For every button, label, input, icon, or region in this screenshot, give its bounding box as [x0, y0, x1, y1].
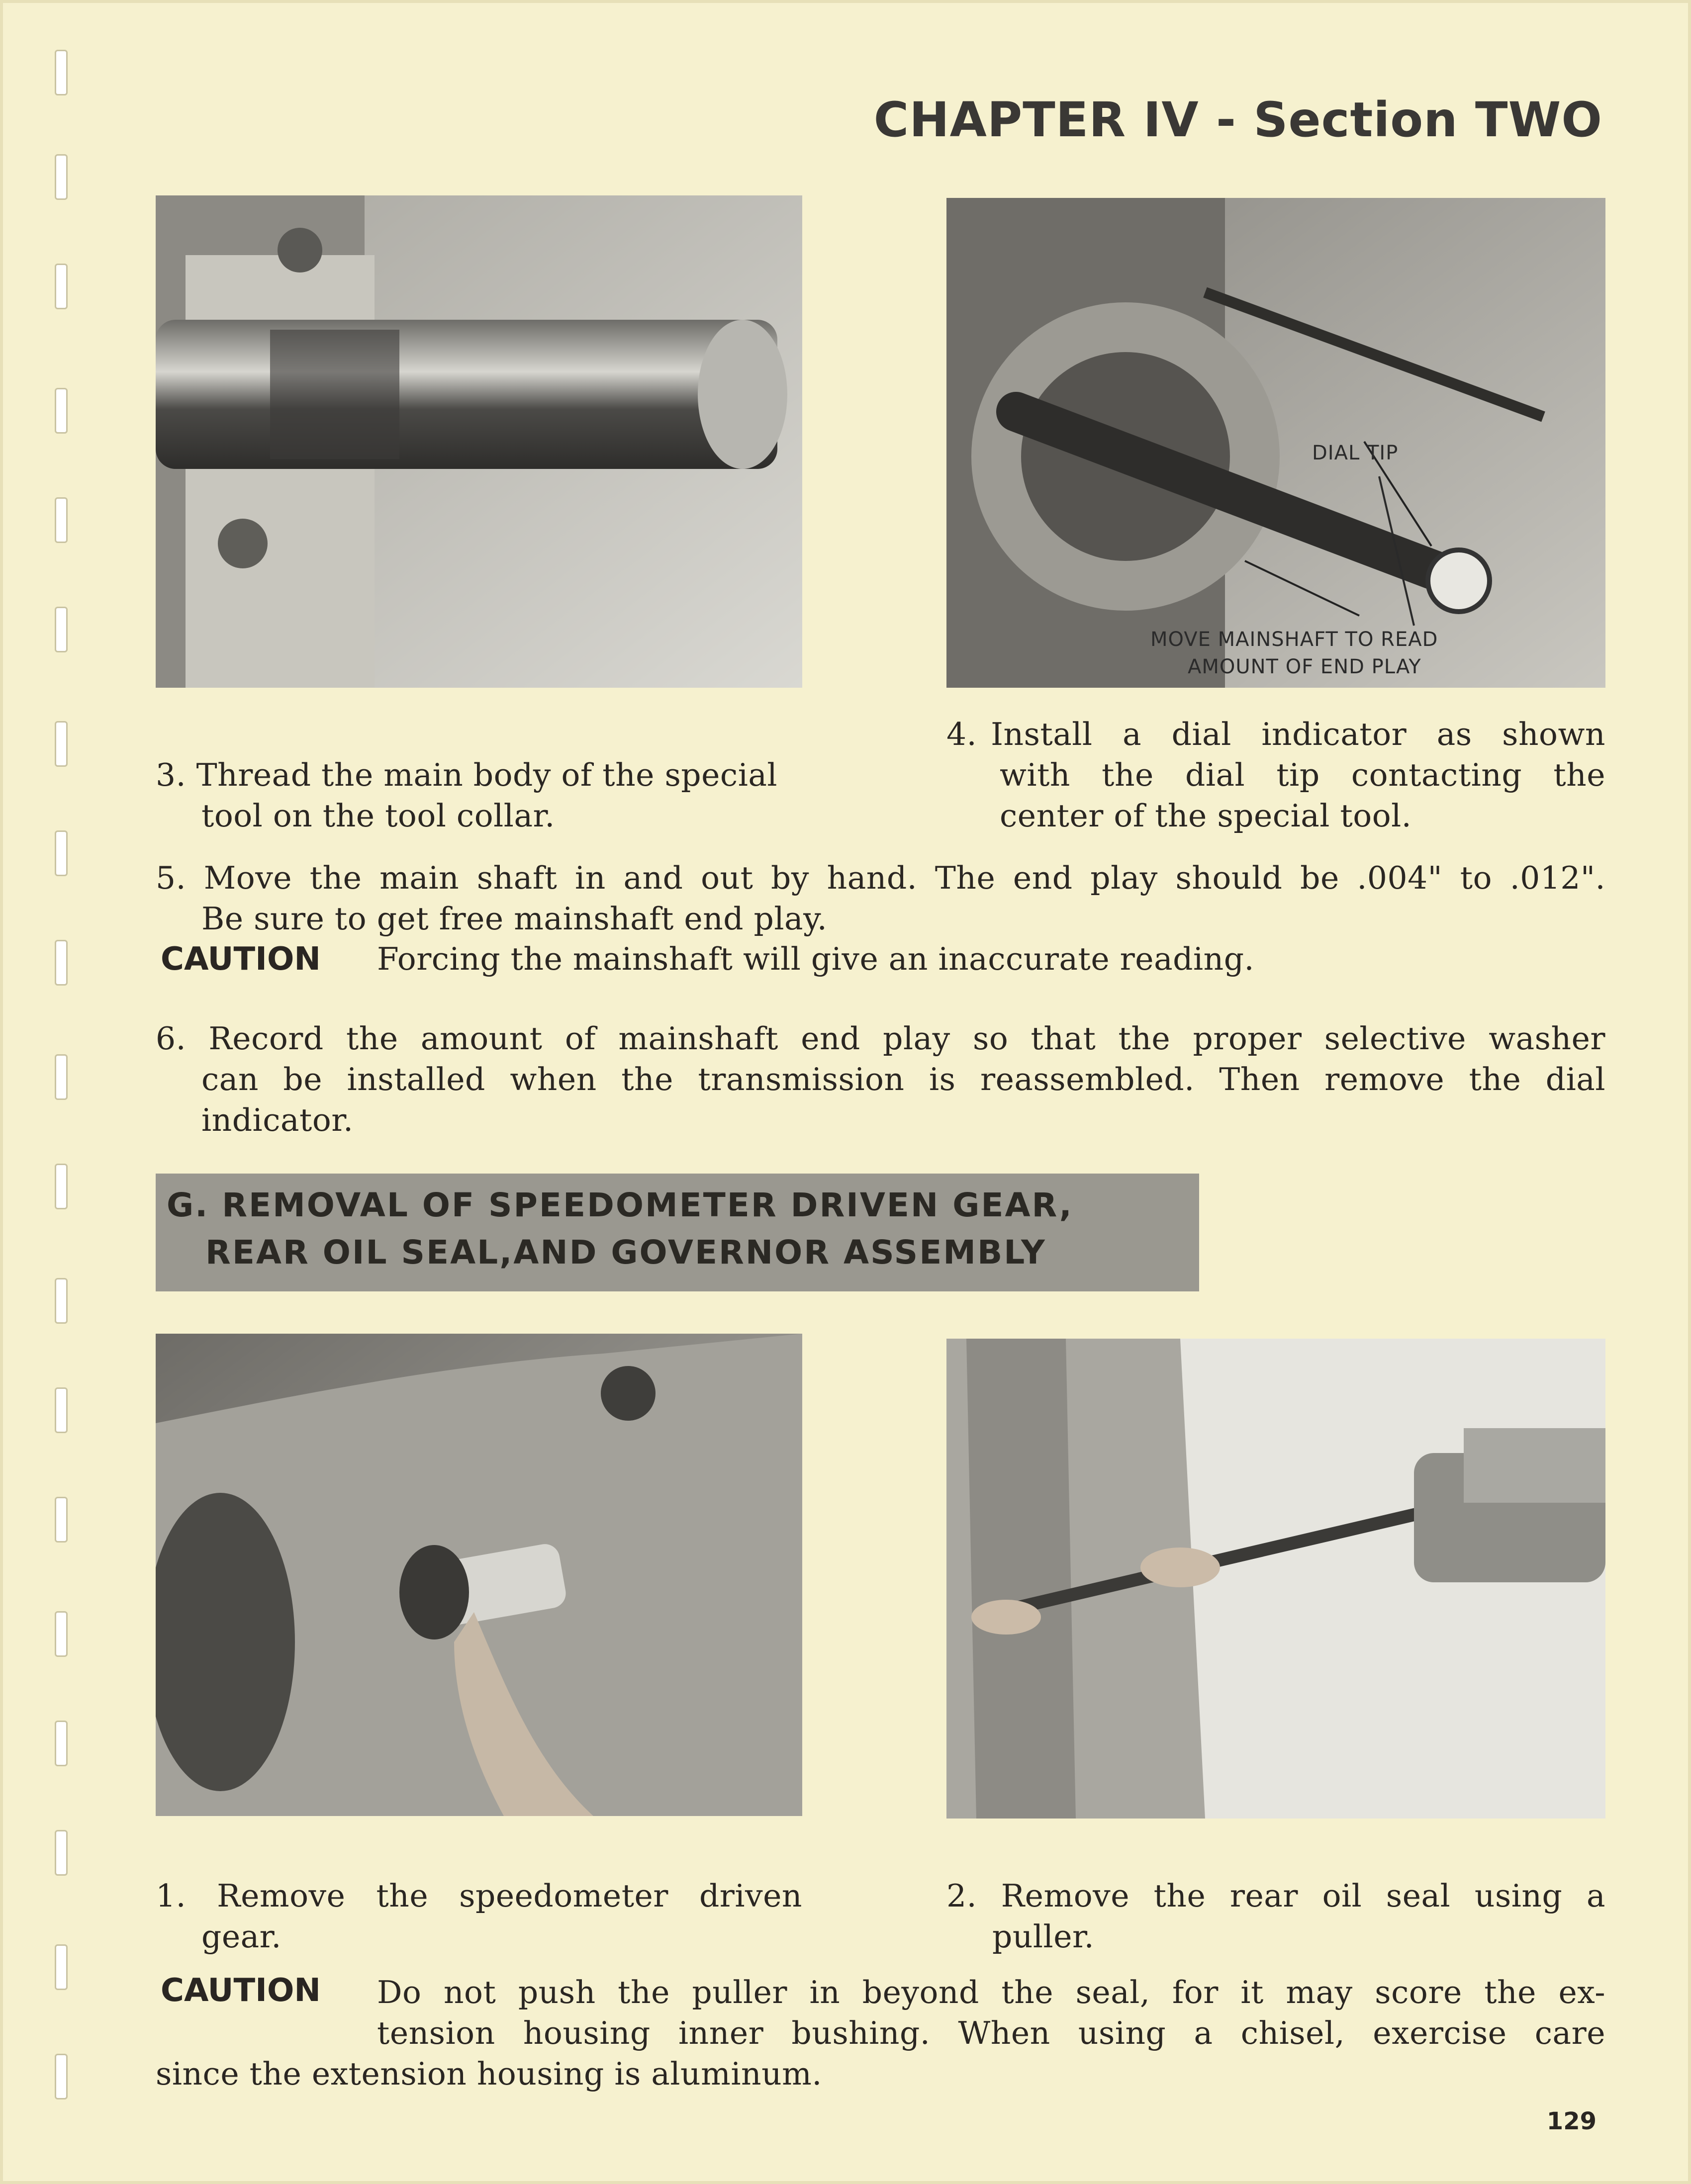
binder-hole: [55, 1054, 68, 1100]
step-text: Be sure to get free mainshaft end play.: [201, 901, 828, 937]
step-text: tool on the tool collar.: [201, 798, 555, 834]
step-number: 6.: [156, 1020, 187, 1057]
step-text: puller.: [992, 1918, 1095, 1955]
binder-holes: [55, 40, 75, 2158]
binder-hole: [55, 154, 68, 200]
step-text: center of the special tool.: [1000, 798, 1412, 834]
step-text: with the dial tip contacting the: [1000, 757, 1605, 793]
caution-label: CAUTION: [161, 1972, 321, 2009]
binder-hole: [55, 1278, 68, 1324]
caution-text-line2: tension housing inner bushing. When using a chisel, exercise care: [377, 2015, 1605, 2051]
caution-text: Forcing the mainshaft will give an inaccurate reading.: [377, 941, 1255, 977]
step-2: [946, 1876, 1605, 1957]
step-number: 3.: [156, 757, 187, 793]
binder-hole: [55, 607, 68, 652]
step-text: Move the main shaft in and out by hand. The end play should be .004" to .012".: [203, 860, 1605, 896]
step-number: 2.: [946, 1878, 977, 1914]
binder-hole: [55, 1497, 68, 1543]
binder-hole: [55, 1164, 68, 1209]
binder-hole: [55, 1944, 68, 1990]
step-number: 4.: [946, 716, 977, 752]
step-4: [946, 714, 1605, 836]
photo-speedometer-gear: [156, 1334, 802, 1816]
binder-hole: [55, 1611, 68, 1657]
binder-hole: [55, 1387, 68, 1433]
page-number: 129: [1546, 2107, 1597, 2135]
caution-text-line3: since the extension housing is aluminum.: [156, 2056, 822, 2092]
binder-hole: [55, 264, 68, 309]
step-text: Install a dial indicator as shown: [991, 716, 1605, 752]
dial-tip-callout: DIAL TIP: [1312, 442, 1399, 464]
step-1: [156, 1876, 802, 1957]
step-6: [156, 1018, 1605, 1141]
binder-hole: [55, 2054, 68, 2099]
step-number: 5.: [156, 860, 187, 896]
section-heading-line1: G. REMOVAL OF SPEEDOMETER DRIVEN GEAR,: [167, 1186, 1073, 1224]
binder-hole: [55, 50, 68, 95]
step-3: [156, 755, 802, 836]
binder-hole: [55, 388, 68, 434]
step-text: gear.: [201, 1918, 282, 1955]
caution-text-line1: Do not push the puller in beyond the seal, for it may score the ex-: [377, 1974, 1605, 2010]
section-heading-line2: REAR OIL SEAL,AND GOVERNOR ASSEMBLY: [205, 1233, 1046, 1272]
step-text: Remove the speedometer driven: [217, 1878, 802, 1914]
step-number: 1.: [156, 1878, 187, 1914]
step-text: can be installed when the transmission is reassembled. Then remove the dial: [201, 1061, 1605, 1097]
move-mainshaft-callout: MOVE MAINSHAFT TO READ: [1150, 628, 1438, 651]
chapter-heading: CHAPTER IV - Section TWO: [873, 92, 1602, 148]
step-text: Thread the main body of the special: [196, 757, 778, 793]
caution-label: CAUTION: [161, 941, 321, 978]
step-text: indicator.: [201, 1102, 354, 1138]
photo-dial-indicator: [946, 198, 1605, 688]
photo-rear-oil-seal-puller: [946, 1339, 1605, 1819]
photo-special-tool: [156, 195, 802, 688]
binder-hole: [55, 830, 68, 876]
binder-hole: [55, 721, 68, 767]
section-heading-bar: [156, 1174, 1199, 1291]
binder-hole: [55, 497, 68, 543]
step-text: Remove the rear oil seal using a: [1001, 1878, 1606, 1914]
end-play-callout: AMOUNT OF END PLAY: [1188, 655, 1421, 678]
step-5: [156, 858, 1605, 939]
binder-hole: [55, 1721, 68, 1766]
binder-hole: [55, 1830, 68, 1876]
step-text: Record the amount of mainshaft end play so that the proper selective washer: [208, 1020, 1605, 1057]
binder-hole: [55, 940, 68, 986]
